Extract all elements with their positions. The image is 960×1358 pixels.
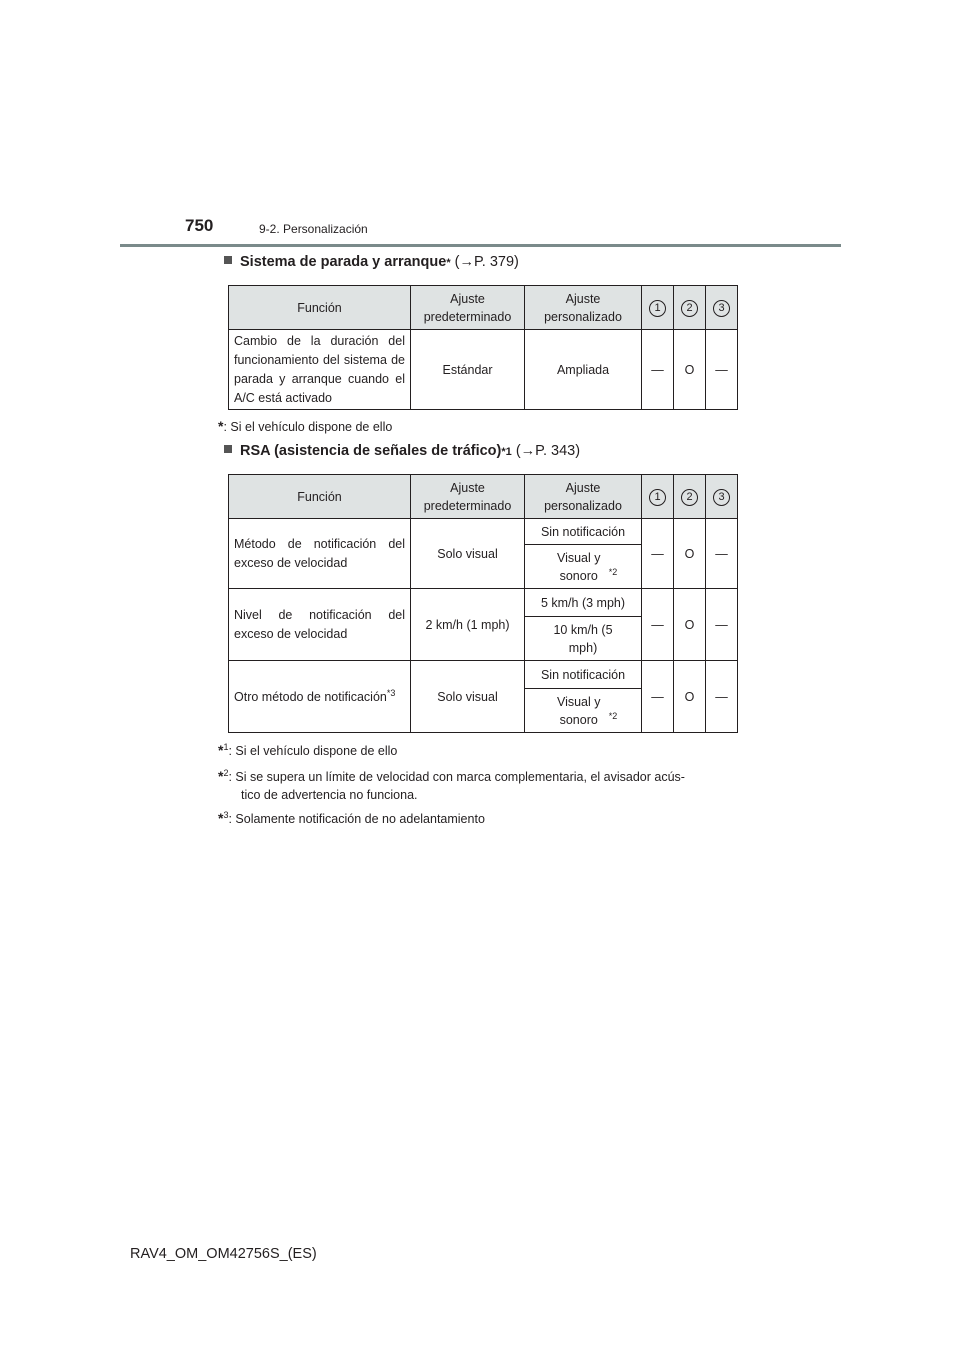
cell-default: Solo visual bbox=[411, 519, 525, 589]
footnote-2 bbox=[218, 764, 751, 804]
section-title: 9-2. Personalización bbox=[259, 222, 368, 236]
footnote-index: 1 bbox=[223, 742, 229, 752]
footnote-index: 2 bbox=[223, 768, 229, 778]
custom-b-text: 10 km/h (5 mph) bbox=[553, 622, 613, 655]
heading-rsa: RSA (asistencia de señales de tráfico) *1 (→P. 343) bbox=[224, 443, 580, 459]
table-row bbox=[229, 519, 738, 545]
cell-custom: Ampliada bbox=[525, 330, 642, 410]
header-col-3 bbox=[706, 286, 738, 330]
custom-b-mark: *2 bbox=[608, 566, 618, 577]
cell-funcion: Cambio de la duración del funcionamiento del sistema de parada y arranque cuando el A/C está activado bbox=[229, 330, 411, 410]
cell-col-2: O bbox=[674, 519, 706, 589]
cell-col-3: — bbox=[706, 330, 738, 410]
heading-text: Sistema de parada y arranque bbox=[240, 254, 447, 270]
cell-custom-a: Sin notificación bbox=[525, 519, 642, 545]
header-funcion: Función bbox=[229, 286, 411, 330]
header-custom: Ajuste personalizado bbox=[525, 286, 642, 330]
cell-col-3: — bbox=[706, 519, 738, 589]
footnote-text: : Si se supera un límite de velocidad con marca complementaria, el avisador acús- bbox=[228, 770, 685, 785]
footnote-index: 3 bbox=[223, 810, 229, 820]
custom-b-mark: *2 bbox=[608, 710, 618, 721]
document-code: RAV4_OM_OM42756S_(ES) bbox=[130, 1246, 317, 1262]
header-col-2 bbox=[674, 475, 706, 519]
header-col-1 bbox=[642, 286, 674, 330]
cell-default: 2 km/h (1 mph) bbox=[411, 589, 525, 661]
footnote-table1 bbox=[218, 417, 392, 436]
cell-default: Solo visual bbox=[411, 661, 525, 733]
header-default: Ajuste predeterminado bbox=[411, 286, 525, 330]
circle-2-icon: 2 bbox=[681, 489, 698, 506]
cell-col-1: — bbox=[642, 589, 674, 661]
cell-funcion: Nivel de notificación del exceso de velocidad bbox=[229, 589, 411, 661]
cell-col-3: — bbox=[706, 589, 738, 661]
cell-custom-b bbox=[525, 689, 642, 733]
funcion-text: Otro método de notificación bbox=[234, 690, 387, 705]
footnote-mark: * bbox=[218, 768, 224, 785]
header-col-3 bbox=[706, 475, 738, 519]
table-rsa bbox=[228, 474, 738, 733]
funcion-mark: *3 bbox=[386, 688, 396, 699]
cell-col-1: — bbox=[642, 330, 674, 410]
table-stop-start bbox=[228, 285, 738, 410]
header-col-1 bbox=[642, 475, 674, 519]
circle-3-icon: 3 bbox=[713, 300, 730, 317]
square-bullet-icon bbox=[224, 445, 232, 453]
footnote-text-continued: tico de advertencia no funciona. bbox=[241, 788, 418, 803]
footnote-3 bbox=[218, 806, 485, 828]
page-reference: (→P. 379) bbox=[454, 254, 519, 270]
cell-col-2: O bbox=[674, 661, 706, 733]
heading-stop-start: Sistema de parada y arranque * (→P. 379) bbox=[224, 254, 519, 270]
footnote-1 bbox=[218, 738, 397, 760]
cell-custom-b bbox=[525, 545, 642, 589]
table-row bbox=[229, 589, 738, 617]
footnote-text: : Si el vehículo dispone de ello bbox=[223, 420, 393, 434]
custom-b-text: Visual y sonoro bbox=[556, 550, 601, 583]
cell-custom-a: 5 km/h (3 mph) bbox=[525, 589, 642, 617]
cell-col-1: — bbox=[642, 661, 674, 733]
circle-1-icon: 1 bbox=[649, 300, 666, 317]
cell-col-2: O bbox=[674, 330, 706, 410]
page-number: 750 bbox=[185, 216, 214, 235]
header-custom: Ajuste personalizado bbox=[525, 475, 642, 519]
footnote-mark: * bbox=[218, 418, 224, 434]
header-rule bbox=[120, 244, 841, 247]
circle-1-icon: 1 bbox=[649, 489, 666, 506]
header-default: Ajuste predeterminado bbox=[411, 475, 525, 519]
header-funcion: Función bbox=[229, 475, 411, 519]
page-reference: (→P. 343) bbox=[515, 443, 581, 459]
table-row bbox=[229, 661, 738, 689]
cell-custom-a: Sin notificación bbox=[525, 661, 642, 689]
footnote-text: : Si el vehículo dispone de ello bbox=[228, 744, 398, 759]
cell-funcion bbox=[229, 661, 411, 733]
custom-b-text: Visual y sonoro bbox=[556, 694, 601, 727]
square-bullet-icon bbox=[224, 256, 232, 264]
circle-2-icon: 2 bbox=[681, 300, 698, 317]
cell-custom-b bbox=[525, 617, 642, 661]
footnote-mark: * bbox=[218, 810, 224, 827]
circle-3-icon: 3 bbox=[713, 489, 730, 506]
cell-col-1: — bbox=[642, 519, 674, 589]
header-col-2 bbox=[674, 286, 706, 330]
cell-default: Estándar bbox=[411, 330, 525, 410]
heading-text: RSA (asistencia de señales de tráfico) bbox=[240, 443, 502, 459]
cell-col-2: O bbox=[674, 589, 706, 661]
cell-funcion: Método de notificación del exceso de velocidad bbox=[229, 519, 411, 589]
cell-col-3: — bbox=[706, 661, 738, 733]
footnote-mark: * bbox=[218, 742, 224, 759]
table-row bbox=[229, 330, 738, 410]
footnote-text: : Solamente notificación de no adelantamiento bbox=[228, 812, 485, 827]
